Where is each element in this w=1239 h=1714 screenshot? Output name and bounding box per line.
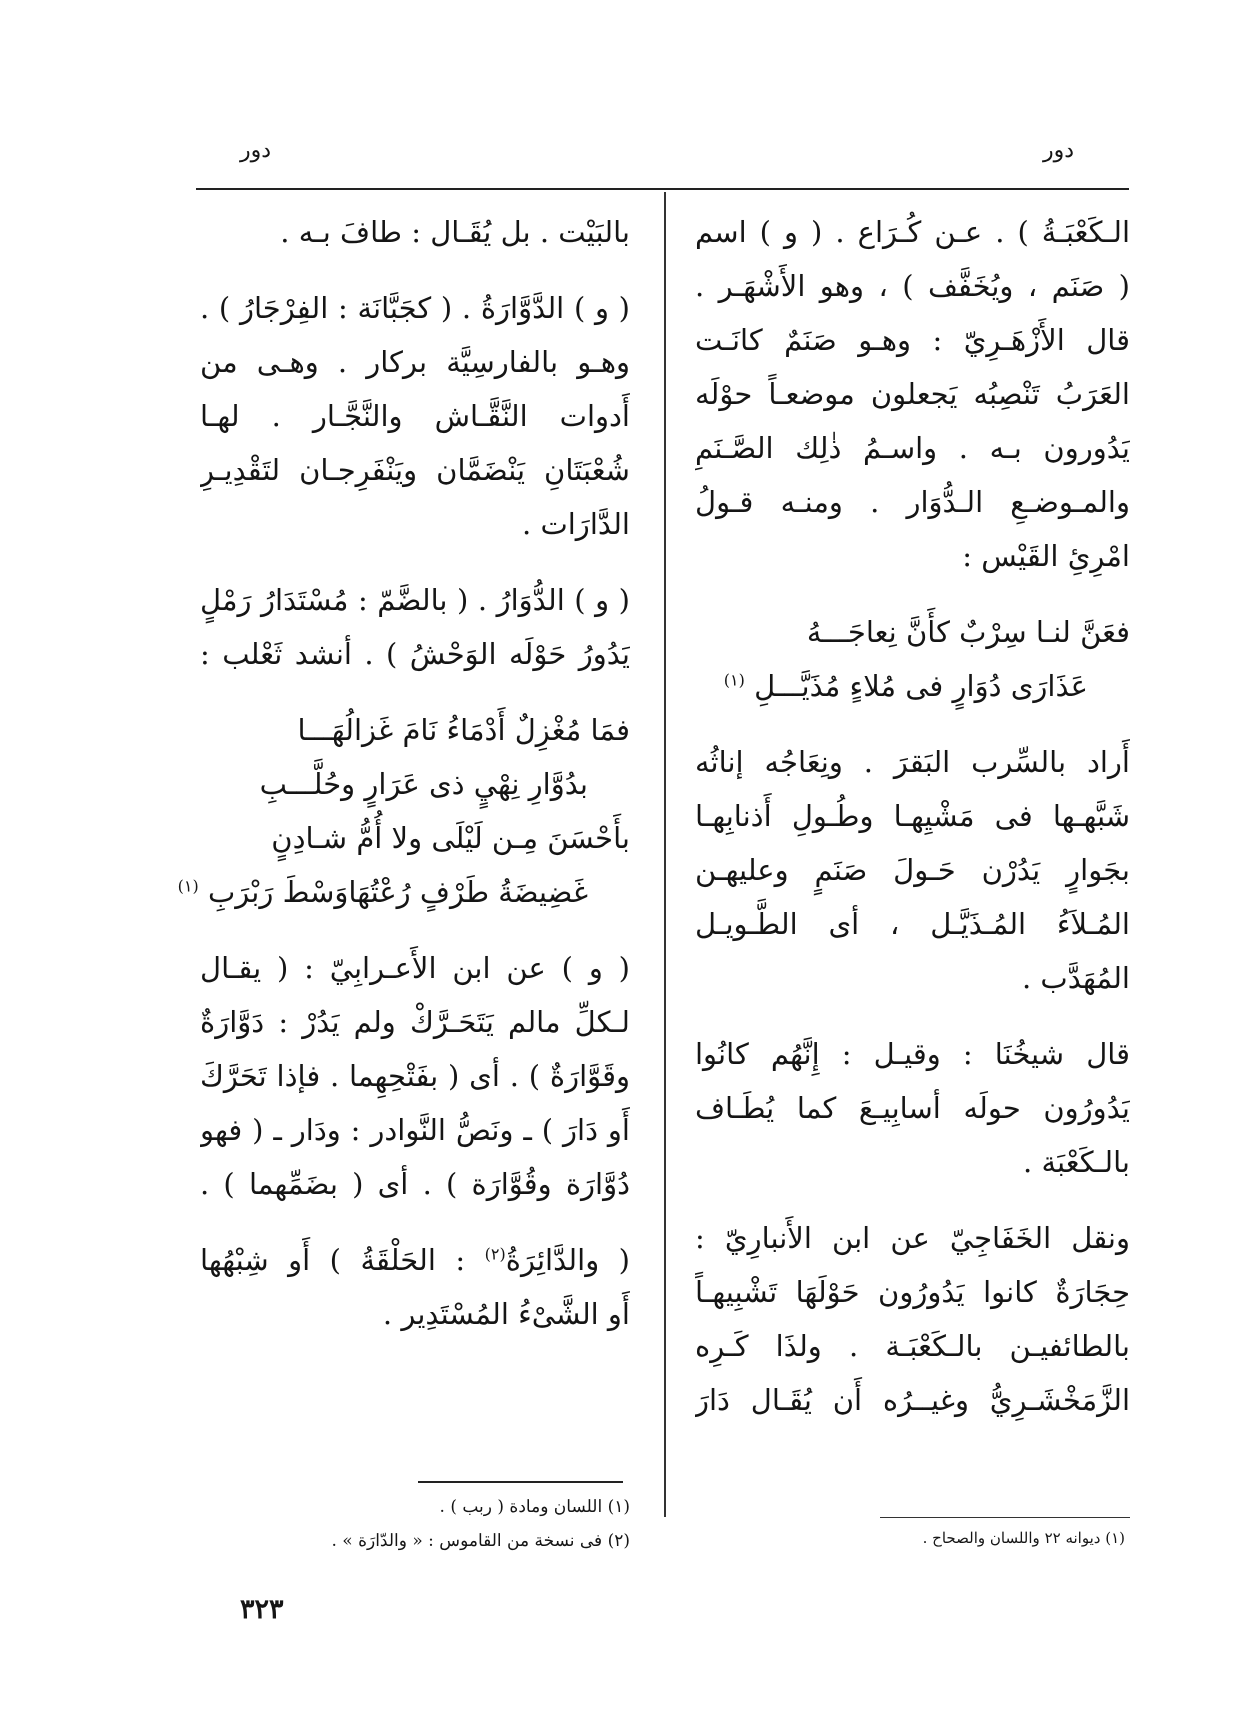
text-line: لـكلِّ مالم يَتَحَـرَّكْ ولم يَدُرْ : دَوَّارَةٌ (200, 1005, 630, 1039)
running-header-right: دور (1042, 138, 1074, 163)
footnote: (١) اللسان ومادة ( ربب ) . (439, 1497, 630, 1517)
text-line: أَراد بالسِّرب البَقرَ . ونِعَاجُه إناثُه (695, 745, 1130, 779)
text-line: ( و ) الدُّوَارُ . ( بالضَّمّ : مُسْتَدَارُ رَمْلٍ (200, 583, 630, 617)
text-line: الدَّارَات . (522, 507, 630, 541)
verse-line: فمَا مُغْزِلٌ أَدْمَاءُ نَامَ غَزالُهَـــا (297, 713, 630, 747)
verse-line: بدُوَّارِ نِهْيٍ ذى عَرَارٍ وحُلَّـــبِ (259, 767, 588, 801)
footnotes-left (240, 1490, 630, 1558)
text-line: والمـوضـعِ الـدُّوَار . ومنـه قـولُ (695, 485, 1130, 519)
text-line: وقَوَّارَةٌ ) . أى ( بفَتْحِهِما . فإذا تَحَرَّكَ (200, 1059, 630, 1093)
text-line: المُهَدَّب . (1022, 961, 1130, 995)
right-column (695, 205, 1130, 1427)
text-line: بالـكَعْبَة . (1023, 1145, 1130, 1179)
verse-line: فعَنَّ لنـا سِرْبٌ كأَنَّ نِعاجَـــهُ (806, 615, 1130, 649)
text-line: امْرِئِ القَيْس : (962, 539, 1130, 573)
text-line: ( و ) عن ابن الأَعـرابِيّ : ( يقـال (200, 951, 630, 985)
header-rule (196, 188, 1129, 190)
text-segment: ( والدَّائِرَةُ (505, 1243, 630, 1277)
text-line: العَرَبُ تَنْصِبُه يَجعلون موضعـاً حوْلَه (695, 377, 1130, 411)
text-line: يَدُورُ حَوْلَه الوَحْشُ ) . أنشد ثَعْلب : (200, 637, 630, 671)
text-line: شُعْبَتَانِ يَنْضَمَّان ويَنْفَرِجـان لتَقْدِيـرِ (200, 453, 630, 487)
text-line: شَبَّهـها فى مَشْيِهـا وطُـولِ أَذنابِهـا (695, 799, 1130, 833)
page-number: ٣٢٣ (240, 1594, 284, 1625)
text-line: الـكَعْبَـةُ ) . عـن كُـرَاع . ( و ) اسم (695, 215, 1130, 249)
footnote-rule (418, 1481, 623, 1483)
text-line: قال الأَزْهَـرِيّ : وهـو صَنَمٌ كانَـت (695, 323, 1130, 357)
text-segment: : الحَلْقَةُ ) أَو شِبْهُها (200, 1243, 466, 1277)
text-line: الزَّمَخْشَـرِيُّ وغيــرُه أَن يُقَـال دَارَ (695, 1383, 1130, 1417)
verse-line (695, 659, 1130, 713)
footnote: (٢) فى نسخة من القاموس : « والدّارَة » . (331, 1531, 630, 1551)
footnote: (١) ديوانه ٢٢ واللسان والصحاح . (922, 1529, 1125, 1547)
text-line: ونقل الخَفَاجِيّ عن ابن الأَنبارِيّ : (695, 1221, 1130, 1255)
text-line: يَدُورون بـه . واسـمُ ذٰلِك الصَّـنَمِ (695, 431, 1130, 465)
left-column (177, 205, 630, 1341)
text-line: قال شيخُنَا : وقيـل : إِنَّهُم كانُوا (695, 1037, 1130, 1071)
footnote-marker: (١) (723, 670, 745, 690)
footnote-marker: (٢) (484, 1244, 506, 1264)
text-line: يَدُورُون حولَه أسابِيـعَ كما يُطَـاف (695, 1091, 1130, 1125)
running-header-left: دور (240, 138, 272, 163)
text-line: أَدوات النَّقَّـاش والنَّجَّـار . لهـا (200, 399, 630, 433)
verse-line (177, 865, 630, 919)
text-line: المُـلاَءُ المُـذَيَّـل ، أى الطَّـويـل (695, 907, 1130, 941)
text-line: أَو دَارَ ) ـ ونَصُّ النَّوادر : ودَار ـ ( فهو (200, 1113, 630, 1147)
text-line: بالبَيْت . بل يُقَـال : طافَ بـه . (280, 215, 630, 249)
text-line: حِجَارَةٌ كانوا يَدُورُون حَوْلَهَا تَشْبِيهـاً (695, 1275, 1130, 1309)
column-divider (664, 192, 666, 1517)
text-line: ( و ) الدَّوَّارَةُ . ( كجَبَّانَة : الفِرْجَارُ ) . (200, 291, 630, 325)
footnotes-right (820, 1526, 1125, 1550)
verse-text: عَذَارَى دُوَارٍ فى مُلاءٍ مُذَيَّـــلِ (754, 669, 1088, 703)
verse-text: غَضِيضَةُ طَرْفٍ رُعْتُهَاوَسْطَ رَبْرَبِ (207, 875, 588, 909)
text-line: أَو الشَّىْءُ المُسْتَدِير . (382, 1297, 630, 1331)
text-line: بالطائفيـن بالـكَعْبَـة . ولذَا كَـرِه (695, 1329, 1130, 1363)
footnote-marker: (١) (177, 876, 199, 896)
footnote-rule (880, 1517, 1130, 1518)
verse-line: بأَحْسَنَ مِـن لَيْلَى ولا أُمُّ شـادِنٍ (271, 821, 630, 855)
text-line: ( صَنَم ، ويُخَفَّف ) ، وهو الأَشْهَـر . (695, 269, 1130, 303)
text-line: دُوَّارَة وقُوَّارَة ) . أى ( بضَمِّهما ) . (200, 1167, 630, 1201)
text-line: بجَوارٍ يَدُرْن حَـولَ صَنَمٍ وعليهـن (695, 853, 1130, 887)
text-line (200, 1233, 630, 1287)
text-line: وهـو بالفارسِيَّة بركار . وهـى من (200, 345, 630, 379)
